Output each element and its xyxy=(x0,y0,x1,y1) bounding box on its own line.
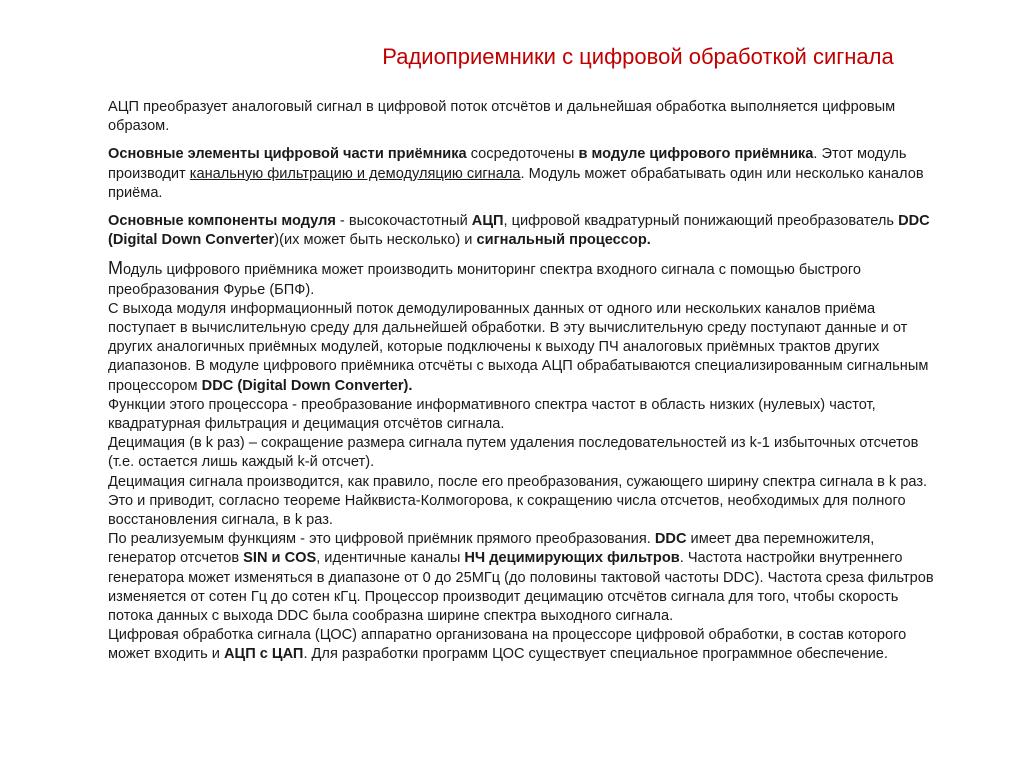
paragraph-monitoring xyxy=(82,259,942,299)
text: Цифровая обработка сигнала (ЦОС) аппаратно организована на процессоре цифровой обработки, в состав которого может входить и xyxy=(108,627,907,663)
bold-text: АЦП с ЦАП xyxy=(224,646,304,663)
paragraph-main-elements xyxy=(82,145,942,203)
text: По реализуемым функциям - это цифровой приёмник прямого преобразования. xyxy=(108,531,655,548)
bold-text: SIN и COS xyxy=(243,550,317,567)
paragraph-decimation: Децимация (в k раз) – сокращение размера сигнала путем удаления последовательностей из k-1 избыточных отсчетов (т.е. остается лишь каждый k-й отсчет). xyxy=(108,435,919,471)
text: )(их может быть несколько) и xyxy=(274,232,477,249)
paragraph-components xyxy=(82,212,942,250)
bold-text: АЦП xyxy=(471,213,504,230)
bold-text: DDC (Digital Down Converter xyxy=(108,213,930,249)
text: одуль цифрового приёмника может производить мониторинг спектра входного сигнала с помощью быстрого преобразования Фурье (БПФ). xyxy=(108,262,862,298)
bold-text: НЧ децимирующих фильтров xyxy=(464,550,680,567)
underlined-text: канальную фильтрацию и демодуляцию сигнала xyxy=(189,165,521,182)
text: . Для разработки программ ЦОС существует специальное программное обеспечение. xyxy=(303,646,888,663)
text: . Частота настройки внутреннего генератора может изменяться в диапазоне от 0 до 25МГц (до половины тактовой частоты DDC). Частота среза фильтров изменяется от сотен Гц до сотен кГц. Процессор производит децимацию отсчётов сигнала для того, чтобы скорость потока данных с выхода DDC была сообразна ширине спектра выходного сигнала. xyxy=(108,550,934,625)
text: сосредоточены xyxy=(466,146,579,163)
bold-text: DDC (Digital Down Converter). xyxy=(201,377,413,394)
bold-text: DDC xyxy=(654,531,687,548)
paragraph-ddc xyxy=(82,530,942,626)
slide-title: Радиоприемники с цифровой обработкой сигнала xyxy=(382,44,894,69)
text: , идентичные каналы xyxy=(316,550,465,567)
bold-text: Основные компоненты модуля xyxy=(108,213,336,230)
paragraph-output xyxy=(82,300,942,396)
paragraph-adc: АЦП преобразует аналоговый сигнал в цифровой поток отсчётов и дальнейшая обработка выполняется цифровым образом. xyxy=(108,99,896,135)
bold-text: в модуле цифрового приёмника xyxy=(578,146,814,163)
paragraph-processor-functions: Функции этого процессора - преобразование информативного спектра частот в область низких (нулевых) частот, квадратурная фильтрация и децимация отсчётов сигнала. xyxy=(108,396,876,433)
text: имеет два перемножителя, генератор отсчетов xyxy=(108,531,875,567)
bold-text: Основные элементы цифровой части приёмника xyxy=(108,146,467,163)
slide-body xyxy=(82,98,942,665)
text: - высокочастотный xyxy=(335,213,472,230)
text: . Модуль может обрабатывать один или несколько каналов приёма. xyxy=(108,165,924,201)
paragraph-decimation-detail: Децимация сигнала производится, как правило, после его преобразования, сужающего ширину спектра сигнала в k раз. Это и приводит, согласно теореме Найквиста-Колмогорова, к сокращению числа отсчетов, необходимых для полного восстановления сигнала, в k раз. xyxy=(108,473,928,529)
drop-letter: М xyxy=(108,258,123,279)
text: . Этот модуль производит xyxy=(108,146,907,182)
text: С выхода модуля информационный поток демодулированных данных от одного или нескольких каналов приёма поступает в вычислительную среду для дальнейшей обработки. В эту вычислительную среду поступают данные и от других аналогичных приёмных модулей, которые подключены к выходу ПЧ аналоговых приёмных трактов других диапазонов. В модуле цифрового приёмника отсчёты с выхода АЦП обрабатываются специализированным сигнальным процессором xyxy=(108,300,929,394)
bold-text: сигнальный процессор. xyxy=(476,232,651,249)
paragraph-dsp xyxy=(82,626,942,664)
text: , цифровой квадратурный понижающий преобразователь xyxy=(503,213,899,230)
